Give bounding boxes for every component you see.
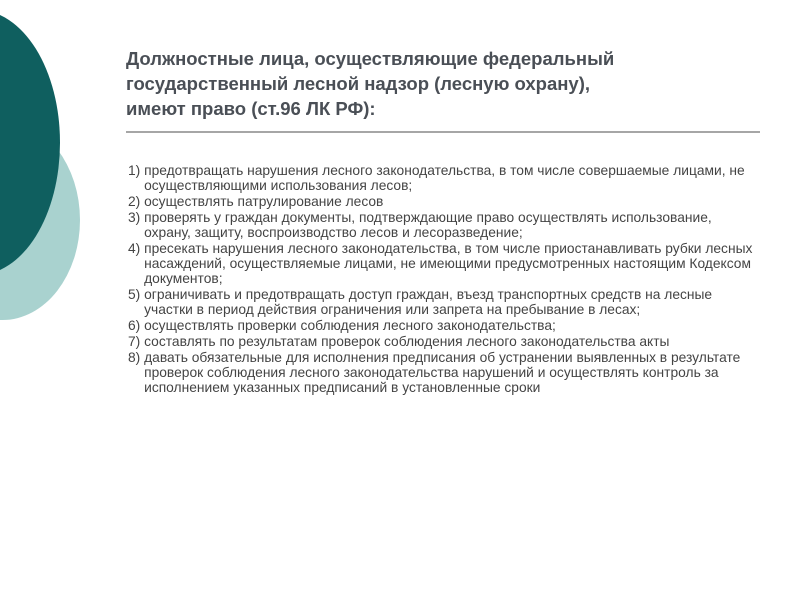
title-divider [126,131,760,133]
list-item-number: 4) [128,241,145,256]
rights-list [128,163,760,396]
list-item-number: 8) [128,350,145,365]
list-item-number: 2) [128,194,145,209]
list-item-text: осуществлять проверки соблюдения лесного законодательства; [144,318,556,333]
list-item [128,194,760,209]
list-item-text: давать обязательные для исполнения предписания об устранении выявленных в результате проверок соблюдения лесного законодательства нарушений и осуществлять контроль за исполнением указанных предписаний в установленные сроки [144,350,741,395]
list-item-text: осуществлять патрулирование лесов [144,194,384,209]
list-item [128,318,760,333]
list-item-text: составлять по результатам проверок соблюдения лесного законодательства акты [144,334,670,349]
list-item-text: пресекать нарушения лесного законодательства, в том числе приостанавливать рубки лесных насаждений, осуществляемые лицами, не имеющими предусмотренных настоящим Кодексом документов; [144,241,753,286]
list-item-number: 7) [128,334,145,349]
list-item-number: 1) [128,163,145,178]
list-item [128,350,760,395]
list-item [128,334,760,349]
list-item [128,163,760,193]
list-item [128,241,760,286]
list-item-number: 3) [128,210,145,225]
list-item-number: 6) [128,318,145,333]
slide-title: Должностные лица, осуществляющие федеральный государственный лесной надзор (лесную охрану), имеют право (ст.96 ЛК РФ): [126,48,615,119]
list-item-text: предотвращать нарушения лесного законодательства, в том числе совершаемые лицами, не осуществляющими использования лесов; [144,163,745,193]
list-item-number: 5) [128,287,145,302]
list-item [128,287,760,317]
list-item [128,210,760,240]
list-item-text: ограничивать и предотвращать доступ граждан, въезд транспортных средств на лесные участки в период действия ограничения или запрета на пребывание в лесах; [144,287,713,317]
list-item-text: проверять у граждан документы, подтверждающие право осуществлять использование, охрану, защиту, воспроизводство лесов и лесоразведение; [144,210,712,240]
